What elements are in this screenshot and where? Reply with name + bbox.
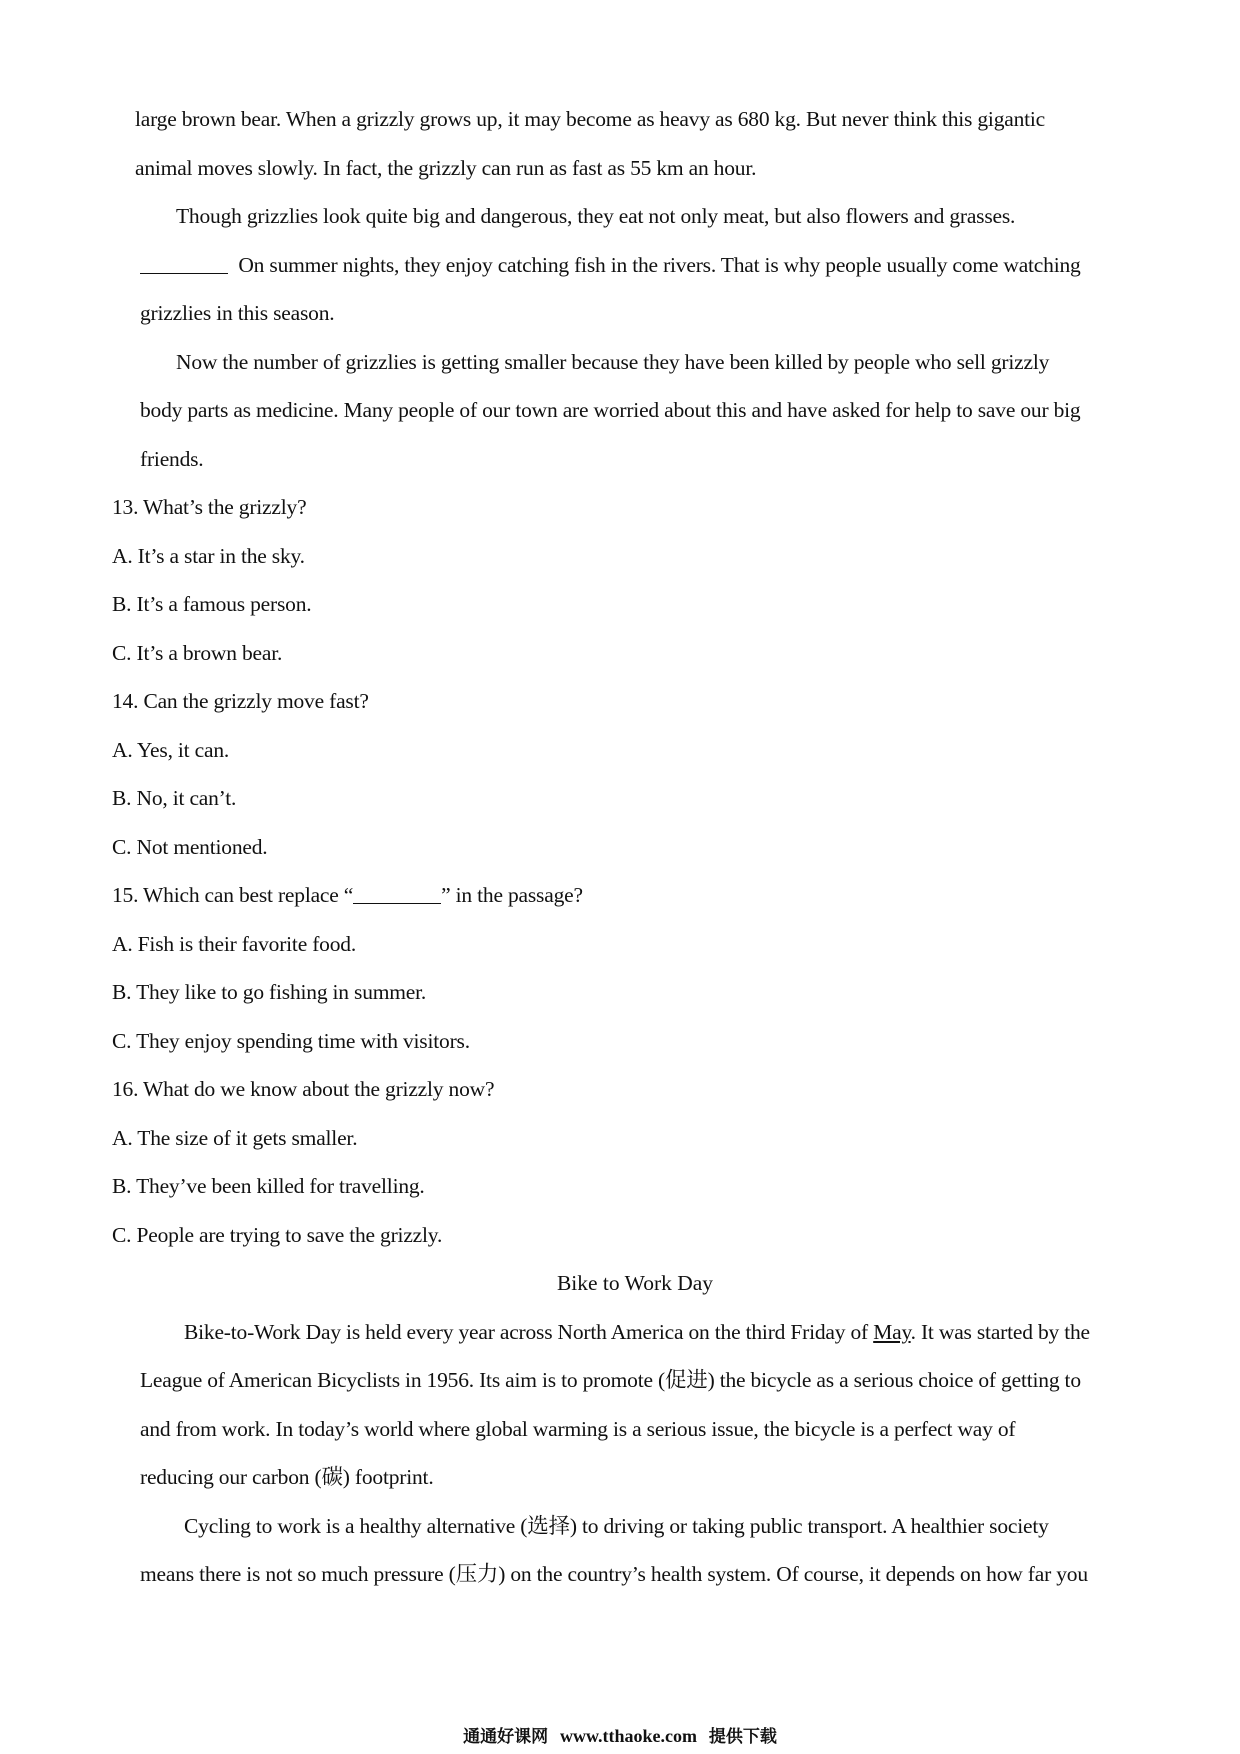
option: B. They’ve been killed for travelling. xyxy=(112,1174,425,1198)
question-16: 16. What do we know about the grizzly now? xyxy=(112,1077,495,1101)
passage-line: grizzlies in this season. xyxy=(140,301,335,325)
passage-line-text: . It was started by the xyxy=(910,1320,1090,1344)
option: B. No, it can’t. xyxy=(112,786,237,810)
passage-line: Though grizzlies look quite big and dangerous, they eat not only meat, but also flowers and grasses. xyxy=(176,204,1016,228)
answer-blank xyxy=(140,253,228,274)
option: C. Not mentioned. xyxy=(112,835,268,859)
passage-line-text: On summer nights, they enjoy catching fish in the rivers. That is why people usually come watching xyxy=(238,253,1081,277)
passage-line: reducing our carbon (碳) footprint. xyxy=(140,1465,434,1489)
passage-title: Bike to Work Day xyxy=(556,1271,714,1295)
footer-site-name: 通通好课网 xyxy=(463,1727,549,1747)
option: C. They enjoy spending time with visitors. xyxy=(112,1029,470,1053)
passage-line: Now the number of grizzlies is getting smaller because they have been killed by people who sell grizzly xyxy=(176,350,1050,374)
option: A. Yes, it can. xyxy=(112,738,230,762)
option: A. The size of it gets smaller. xyxy=(112,1126,358,1150)
question-13: 13. What’s the grizzly? xyxy=(112,495,307,519)
passage-line: large brown bear. When a grizzly grows up, it may become as heavy as 680 kg. But never think this gigantic xyxy=(135,107,1046,131)
question-14: 14. Can the grizzly move fast? xyxy=(112,689,369,713)
option: A. It’s a star in the sky. xyxy=(112,544,305,568)
footer-url: www.tthaoke.com xyxy=(560,1726,697,1746)
page-footer xyxy=(0,1725,1240,1748)
passage-line-with-blank xyxy=(140,250,1081,280)
question-15-text-before: 15. Which can best replace “ xyxy=(112,883,354,907)
question-15 xyxy=(112,880,583,910)
underlined-word: May xyxy=(873,1320,911,1344)
option: C. It’s a brown bear. xyxy=(112,641,283,665)
option: B. They like to go fishing in summer. xyxy=(112,980,427,1004)
option: B. It’s a famous person. xyxy=(112,592,312,616)
passage-line: Cycling to work is a healthy alternative (选择) to driving or taking public transport. A healthier society xyxy=(184,1514,1049,1538)
passage-line: and from work. In today’s world where global warming is a serious issue, the bicycle is a perfect way of xyxy=(140,1417,1016,1441)
passage-line xyxy=(184,1317,1090,1347)
answer-blank xyxy=(353,883,441,904)
passage-line-text: Bike-to-Work Day is held every year across North America on the third Friday of xyxy=(184,1320,874,1344)
footer-note: 提供下载 xyxy=(708,1727,777,1747)
passage-line: friends. xyxy=(140,447,204,471)
passage-line: animal moves slowly. In fact, the grizzly can run as fast as 55 km an hour. xyxy=(135,156,757,180)
passage-line: means there is not so much pressure (压力) on the country’s health system. Of course, it depends on how far you xyxy=(140,1562,1088,1586)
passage-line: League of American Bicyclists in 1956. Its aim is to promote (促进) the bicycle as a serious choice of getting to xyxy=(140,1368,1081,1392)
question-15-text-after: ” in the passage? xyxy=(441,883,583,907)
option: C. People are trying to save the grizzly. xyxy=(112,1223,443,1247)
passage-line: body parts as medicine. Many people of our town are worried about this and have asked for help to save our big xyxy=(140,398,1081,422)
option: A. Fish is their favorite food. xyxy=(112,932,357,956)
